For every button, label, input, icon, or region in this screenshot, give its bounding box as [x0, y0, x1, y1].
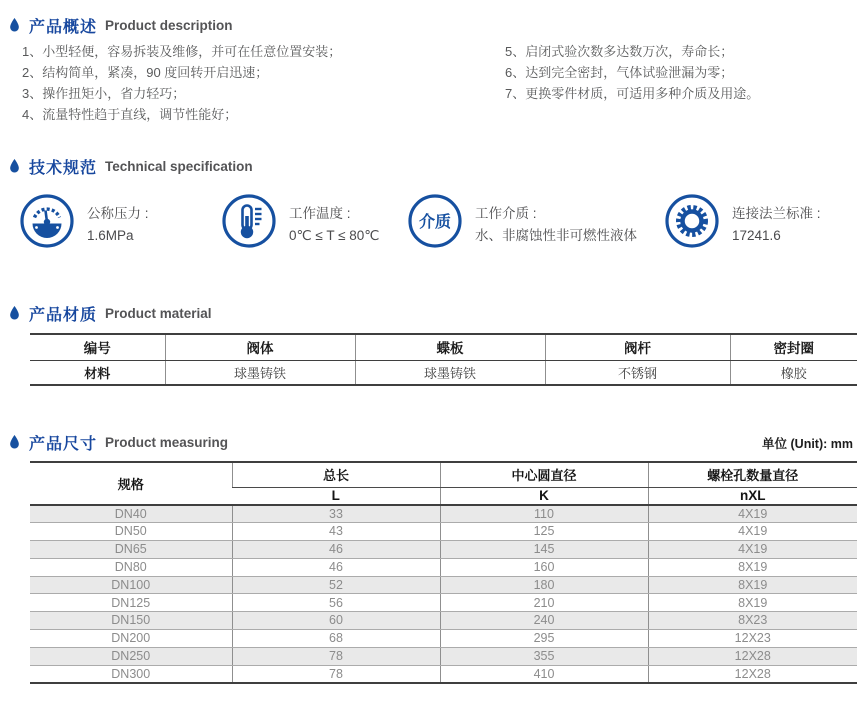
cell-K: 110 — [440, 505, 648, 523]
cell-L: 52 — [232, 576, 440, 594]
cell-nXL: 12X23 — [648, 630, 857, 648]
table-row — [30, 523, 857, 541]
cell-spec: DN150 — [30, 612, 232, 630]
cell-nXL: 12X28 — [648, 647, 857, 665]
cell-nXL: 8X19 — [648, 576, 857, 594]
cell-L: 33 — [232, 505, 440, 523]
cell-nXL: 4X19 — [648, 505, 857, 523]
cell-K: 180 — [440, 576, 648, 594]
cell-nXL: 12X28 — [648, 665, 857, 683]
table-row — [30, 558, 857, 576]
spec-item-temperature — [222, 194, 379, 253]
material-header-cell: 编号 — [30, 334, 165, 360]
cell-L: 78 — [232, 665, 440, 683]
spec-value: 17241.6 — [732, 227, 781, 243]
material-header-row — [30, 334, 857, 360]
material-header-cell: 阀体 — [165, 334, 355, 360]
table-row — [30, 630, 857, 648]
description-list-right — [505, 41, 845, 125]
measuring-group-header: 中心圆直径 — [440, 462, 648, 487]
description-item: 5、启闭式验次数多达数万次，寿命长； — [505, 44, 734, 59]
cell-spec: DN300 — [30, 665, 232, 683]
cell-K: 160 — [440, 558, 648, 576]
spec-item-medium — [408, 194, 637, 253]
cell-spec: DN80 — [30, 558, 232, 576]
table-row — [30, 594, 857, 612]
cell-spec: DN125 — [30, 594, 232, 612]
spec-label: 工作温度 : — [289, 205, 351, 221]
cell-L: 68 — [232, 630, 440, 648]
section-title-zh: 产品概述 — [29, 18, 98, 36]
flange-standard-icon — [665, 194, 719, 253]
medium-badge-icon — [408, 194, 462, 253]
pressure-gauge-icon — [20, 194, 74, 253]
spec-label: 公称压力 : — [87, 205, 149, 221]
measuring-table — [30, 461, 857, 684]
water-drop-icon — [8, 434, 21, 450]
section-header-specification — [0, 156, 857, 176]
measuring-sub-header: L — [232, 487, 440, 505]
material-header-cell: 阀杆 — [545, 334, 730, 360]
section-header-measuring — [0, 432, 228, 452]
description-list-left — [22, 41, 505, 125]
description-item: 3、操作扭矩小，省力轻巧； — [22, 86, 186, 101]
cell-L: 60 — [232, 612, 440, 630]
spec-value: 水、非腐蚀性非可燃性液体 — [475, 227, 637, 243]
description-item: 4、流量特性趋于直线，调节性能好； — [22, 107, 238, 122]
cell-spec: DN250 — [30, 647, 232, 665]
description-item: 2、结构简单，紧凑，90 度回转开启迅速； — [22, 65, 269, 80]
cell-nXL: 4X19 — [648, 523, 857, 541]
measuring-group-header: 总长 — [232, 462, 440, 487]
cell-K: 210 — [440, 594, 648, 612]
material-value-cell: 不锈钢 — [545, 360, 730, 385]
cell-K: 295 — [440, 630, 648, 648]
spec-label: 连接法兰标准 : — [732, 205, 821, 221]
measuring-heading-row — [0, 432, 857, 452]
material-table — [30, 333, 857, 386]
cell-K: 125 — [440, 523, 648, 541]
cell-L: 46 — [232, 558, 440, 576]
unit-note: 单位 (Unit): mm — [762, 437, 853, 451]
water-drop-icon — [8, 305, 21, 321]
water-drop-icon — [8, 17, 21, 33]
cell-spec: DN100 — [30, 576, 232, 594]
cell-spec: DN200 — [30, 630, 232, 648]
cell-L: 78 — [232, 647, 440, 665]
spec-item-flange-standard — [665, 194, 821, 253]
cell-L: 43 — [232, 523, 440, 541]
table-row — [30, 505, 857, 523]
table-row — [30, 576, 857, 594]
material-value-cell: 橡胶 — [730, 360, 857, 385]
cell-L: 56 — [232, 594, 440, 612]
spec-label: 工作介质 : — [475, 205, 537, 221]
table-row — [30, 665, 857, 683]
cell-K: 410 — [440, 665, 648, 683]
cell-nXL: 8X23 — [648, 612, 857, 630]
cell-spec: DN40 — [30, 505, 232, 523]
section-title-en: Technical specification — [105, 158, 253, 174]
spec-value: 0℃ ≤ T ≤ 80℃ — [289, 227, 380, 243]
material-value-row — [30, 360, 857, 385]
section-header-material — [0, 303, 857, 323]
section-title-zh: 产品材质 — [29, 306, 98, 324]
cell-nXL: 8X19 — [648, 594, 857, 612]
spec-value: 1.6MPa — [87, 227, 134, 243]
cell-K: 145 — [440, 541, 648, 559]
water-drop-icon — [8, 158, 21, 174]
cell-L: 46 — [232, 541, 440, 559]
thermometer-icon — [222, 194, 276, 253]
measuring-sub-header: K — [440, 487, 648, 505]
spec-row — [0, 194, 857, 256]
material-header-cell: 蝶板 — [355, 334, 545, 360]
section-title-en: Product description — [105, 17, 233, 33]
cell-nXL: 8X19 — [648, 558, 857, 576]
section-title-zh: 产品尺寸 — [29, 435, 98, 453]
section-title-zh: 技术规范 — [29, 159, 98, 177]
section-title-en: Product material — [105, 305, 212, 321]
section-header-description — [0, 10, 857, 36]
measuring-group-header: 螺栓孔数量直径 — [648, 462, 857, 487]
description-item: 7、更换零件材质，可适用多种介质及用途。 — [505, 86, 760, 101]
section-title-en: Product measuring — [105, 434, 229, 450]
table-row — [30, 647, 857, 665]
material-header-cell: 密封圈 — [730, 334, 857, 360]
medium-badge-text: 介质 — [418, 214, 452, 231]
measuring-header-spec: 规格 — [30, 462, 232, 505]
material-value-cell: 球墨铸铁 — [165, 360, 355, 385]
measuring-sub-header: nXL — [648, 487, 857, 505]
description-item: 6、达到完全密封，气体试验泄漏为零； — [505, 65, 734, 80]
cell-spec: DN50 — [30, 523, 232, 541]
material-value-cell: 球墨铸铁 — [355, 360, 545, 385]
cell-K: 240 — [440, 612, 648, 630]
cell-spec: DN65 — [30, 541, 232, 559]
table-row — [30, 541, 857, 559]
description-item: 1、小型轻便，容易拆装及维修，并可在任意位置安装； — [22, 44, 342, 59]
cell-nXL: 4X19 — [648, 541, 857, 559]
cell-K: 355 — [440, 647, 648, 665]
spec-item-pressure — [20, 194, 149, 253]
measuring-group-header-row — [30, 462, 857, 487]
description-list — [0, 41, 857, 125]
table-row — [30, 612, 857, 630]
material-row-label: 材料 — [84, 365, 111, 381]
